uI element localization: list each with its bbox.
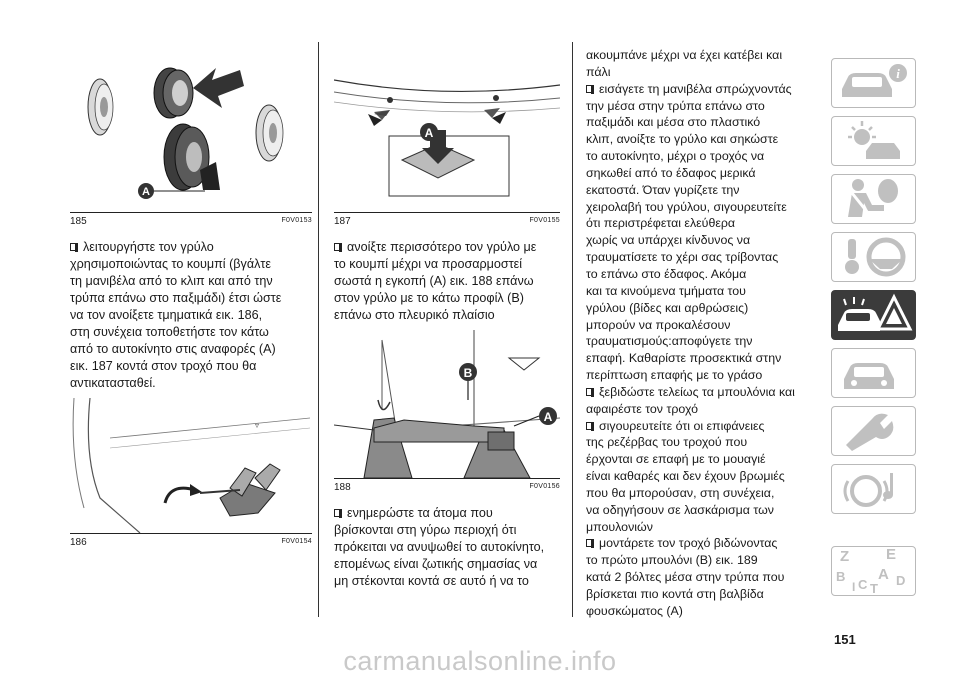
text-content: εκατοστά. Όταν γυρίζετε την [586,182,740,197]
car-info-icon [832,59,914,105]
figure-188 [334,330,560,478]
page-number: 151 [834,632,856,647]
text-content: ακουμπάνε μέχρι να έχει κατέβει και [586,48,783,62]
text-line [586,519,818,536]
tab-car-info[interactable] [831,58,916,108]
figure-188-caption [334,478,560,495]
index-letter: I [852,580,856,593]
checkbox-bullet-icon [586,422,594,430]
text-content: αφαιρέστε τον τροχό [586,401,699,416]
text-line [586,569,818,586]
text-line: μη στέκονται κοντά σε αυτό ή να το [334,574,529,588]
dashboard-lights-icon [832,117,914,163]
text-content: κλιπ, ανοίξτε το γρύλο και σηκώστε [586,132,779,147]
figure-code: F0V0153 [281,217,312,224]
figure-code: F0V0156 [529,483,560,490]
maintenance-car-icon [832,349,914,395]
seatbelt-airbag-icon [832,175,914,221]
text-line [586,468,818,485]
text-line: να τον ανοίξετε τμηματικά εικ. 186, [70,308,263,322]
figure-185-callout-a: A [142,186,150,198]
text-line: λειτουργήστε τον γρύλο [83,240,214,254]
text-line [586,485,818,502]
checkbox-bullet-icon [334,509,342,517]
text-line: από το αυτοκίνητο στις αναφορές (A) [70,342,276,356]
figure-number: 185 [70,216,87,227]
text-line [586,199,818,216]
column-divider [318,42,319,617]
figure-187 [334,40,560,212]
text-content: το επάνω στο έδαφος. Ακόμα [586,266,747,281]
text-line [586,148,818,165]
text-line: ανοίξτε περισσότερο τον γρύλο με [347,240,537,254]
text-line: τρύπα επάνω στο παξιμάδι) έτσι ώστε [70,291,282,305]
text-line [586,434,818,451]
text-line [586,98,818,115]
tab-technical-data[interactable] [831,406,916,456]
text-line [586,47,818,64]
text-line: εικ. 187 κοντά στον τροχό που θα [70,359,257,373]
text-line [586,182,818,199]
text-line: πρόκειται να ανυψωθεί το αυτοκίνητο, [334,540,545,554]
checkbox-bullet-icon [586,388,594,396]
text-line [586,367,818,384]
paragraph-open-jack [334,239,560,324]
text-line: σωστά η εγκοπή (A) εικ. 188 επάνω [334,274,534,288]
figure-188-callout-a: A [543,410,553,424]
text-content: γρύλου (βίδες και αρθρώσεις) [586,300,749,315]
text-content: σηκωθεί από το έδαφος μερικά [586,165,756,180]
text-content: εισάγετε τη μανιβέλα σπρώχνοντάς [599,81,792,96]
text-line: επάνω στο πλευρικό πλαίσιο [334,308,495,322]
text-content: περίπτωση επαφής με το γράσο [586,368,763,383]
svg-text:▿: ▿ [255,421,260,430]
index-letter: D [896,573,906,588]
text-content: χειρολαβή του γρύλου, σιγουρευτείτε [586,199,787,214]
key-steering-icon [832,233,914,279]
text-line [586,232,818,249]
text-line: τη μανιβέλα από το κλιπ και από την [70,274,273,288]
column-divider [572,42,573,617]
text-line [586,64,818,81]
tab-maintenance[interactable] [831,348,916,398]
text-line [586,384,818,401]
text-line [586,586,818,603]
text-content: ξεβιδώστε τελείως τα μπουλόνια και [599,384,795,399]
text-line [586,552,818,569]
text-line [586,418,818,435]
tab-multimedia[interactable] [831,464,916,514]
index-letter: C [858,577,868,592]
text-line: βρίσκονται στη γύρω περιοχή ότι [334,523,517,537]
multimedia-icon [832,465,914,511]
text-content: βρίσκεται πιο κοντά στη βαλβίδα [586,587,764,601]
text-line: αντικατασταθεί. [70,376,156,390]
text-line [586,350,818,367]
text-line: στον γρύλο με το κάτω προφίλ (B) [334,291,524,305]
column-1 [70,40,312,550]
index-letter: Z [840,548,850,565]
text-line: το κουμπί μέχρι να προσαρμοστεί [334,257,523,271]
text-line [586,401,818,418]
text-line [586,283,818,300]
figure-187-callout-a: A [424,126,434,140]
figure-code: F0V0155 [529,217,560,224]
text-line [586,114,818,131]
text-content: σιγουρευτείτε ότι οι επιφάνειες [599,418,765,433]
alphabetical-index-icon [832,547,914,593]
text-content: πάλι [586,64,611,79]
paragraph-inform-people [334,505,560,590]
text-line [586,215,818,232]
tab-starting-driving[interactable] [831,232,916,282]
text-line: στη συνέχεια τοποθετήστε τον κάτω [70,325,269,339]
service-tools-icon [832,407,914,453]
text-line [586,502,818,519]
checkbox-bullet-icon [586,539,594,547]
text-line [586,249,818,266]
text-content: τραυματίσετε το χέρι σας τρίβοντας [586,250,779,265]
checkbox-bullet-icon [334,243,342,251]
text-line [586,603,818,620]
text-line: ενημερώστε τα άτομα που [347,506,493,520]
text-line [586,266,818,283]
text-content: παξιμάδι και μέσα στο πλαστικό [586,115,761,130]
tab-safety[interactable] [831,174,916,224]
text-content: της ρεζέρβας του τροχού που [586,435,748,450]
text-content: το πρώτο μπουλόνι (B) εικ. 189 [586,553,758,568]
figure-186-illustration [70,398,312,533]
figure-187-caption [334,212,560,229]
text-content: φουσκώματος (A) [586,603,683,618]
index-letter: B [836,569,846,584]
text-content: είναι καθαρές και δεν έχουν βρωμιές [586,469,785,484]
figure-185-illustration [70,40,312,212]
paragraph-jack-operate [70,239,312,392]
figure-number: 188 [334,482,351,493]
paragraph-raise-and-change-wheel [586,47,818,620]
text-content: που θα μπορούσαν, στη συνέχεια, [586,485,775,500]
figure-188-callout-b: B [463,366,473,380]
text-line [586,451,818,468]
text-content: έρχονται σε επαφή με το μουαγιέ [586,452,766,467]
text-line [586,333,818,350]
figure-number: 187 [334,216,351,227]
text-line [586,300,818,317]
figure-185-caption [70,212,312,229]
text-content: να οδηγήσουν σε λασκάρισμα των [586,502,774,517]
tab-index[interactable] [831,546,916,596]
text-content: κατά 2 βόλτες μέσα στην τρύπα που [586,570,785,585]
text-line [586,317,818,334]
figure-number: 186 [70,537,87,548]
text-content: μπορούν να προκαλέσουν [586,317,731,332]
figure-186-caption [70,533,312,550]
text-line [586,131,818,148]
tab-dashboard-lights[interactable] [831,116,916,166]
index-letter: A [878,566,889,583]
figure-code: F0V0154 [281,538,312,545]
column-3 [586,47,818,620]
checkbox-bullet-icon [70,243,78,251]
text-line [586,81,818,98]
svg-text:i: i [896,66,900,81]
text-content: μοντάρετε τον τροχό βιδώνοντας [599,536,778,551]
text-content: τραυματισμούς:αποφύγετε την [586,334,753,349]
figure-186 [70,398,312,533]
index-letter: E [886,547,897,563]
text-content: επαφή. Καθαρίστε προσεκτικά στην [586,351,782,366]
figure-188-illustration [334,330,560,478]
text-content: μπουλονιών [586,519,653,534]
emergency-warning-icon [832,291,914,337]
text-line: επομένως είναι ζωτικής σημασίας να [334,557,538,571]
column-2 [334,40,560,590]
text-line: χρησιμοποιώντας το κουμπί (βγάλτε [70,257,271,271]
figure-187-illustration [334,40,560,212]
watermark: carmanualsonline.info [343,646,617,676]
figure-185 [70,40,312,212]
index-letter: T [870,581,878,593]
text-line [586,535,818,552]
text-content: την μέσα στην τρύπα επάνω στο [586,98,765,113]
tab-in-emergency[interactable] [831,290,916,340]
text-line [586,165,818,182]
text-content: χωρίς να υπάρχει κίνδυνος να [586,233,751,248]
text-content: το αυτοκίνητο, μέχρι ο τροχός να [586,149,765,164]
text-content: και τα κινούμενα τμήματα του [586,283,746,298]
checkbox-bullet-icon [586,85,594,93]
text-content: ότι περιστρέφεται ελεύθερα [586,216,736,231]
